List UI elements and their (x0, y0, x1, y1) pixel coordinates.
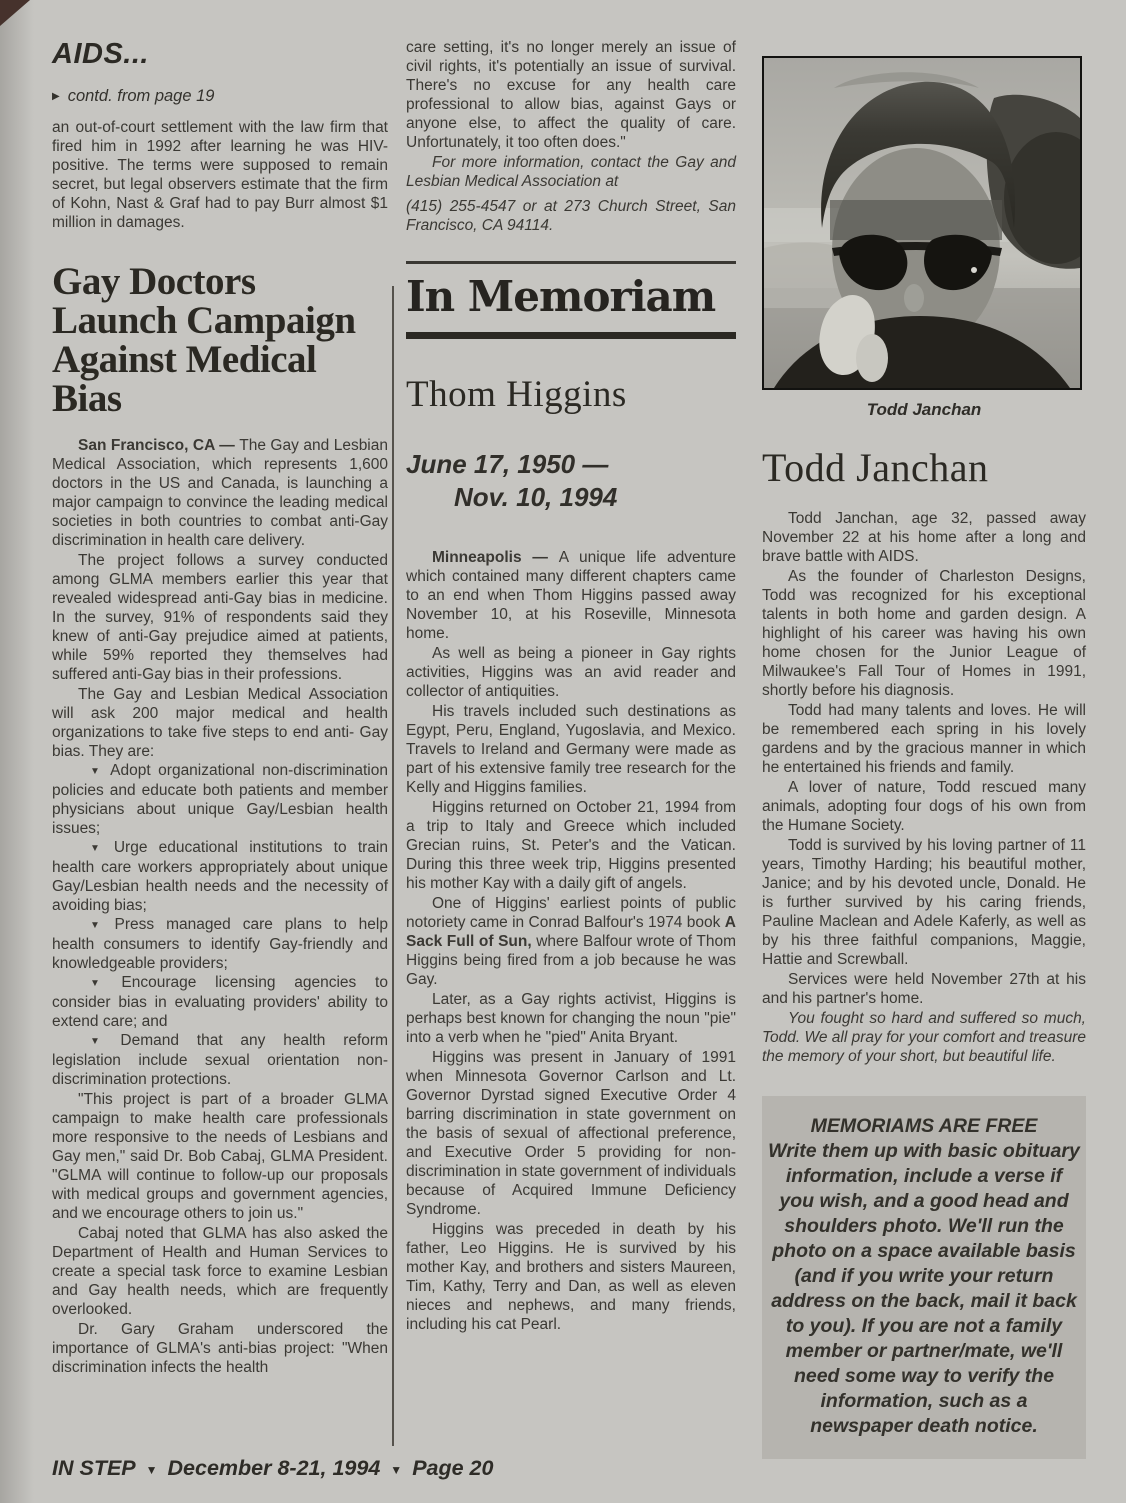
obituary-body (406, 548, 736, 1334)
triangle-right-icon: ▶ (52, 91, 60, 102)
paragraph: For more information, contact the Gay and Lesbian Medical Association at (406, 154, 736, 190)
notice-title: MEMORIAMS ARE FREE (810, 1115, 1038, 1137)
paragraph: The project follows a survey conducted among GLMA members earlier this year that revealed widespread anti-Gay bias in medicine. In the survey, 91% of respondents said they knew of anti-Gay prejudice aimed at patients, while 59% reported they themselves had suffered anti-Gay bias in their professions. (52, 552, 388, 683)
column-middle (406, 38, 736, 1459)
paragraph: His travels included such destinations as Egypt, Peru, England, Yugoslavia, and Mexico. Travels to Ireland and Germany were made as part of his extensive family tree research for the Kelly and Higgins families. (406, 703, 736, 796)
paragraph: "This project is part of a broader GLMA campaign to make health care professionals more responsive to the needs of Lesbians and Gay men," said Dr. Bob Cabaj, GLMA President. "GLMA will continue to follow-up our proposals with medical groups and government agencies, and we encourage others to join us." (52, 1091, 388, 1222)
dateline: San Francisco, CA — (78, 437, 240, 454)
in-memoriam-header (406, 261, 736, 339)
paragraph: Higgins returned on October 21, 1994 from a trip to Italy and Greece which included Grecian ruins, St. Peter's and the Vatican. During this three week trip, Higgins presented his mother Kay with a daily gift of angels. (406, 799, 736, 892)
bullet-text: Encourage licensing agencies to consider bias in evaluating providers' ability to extend care; and (52, 974, 388, 1030)
bullet-text: Adopt organizational non-discrimination policies and educate both patients and member physicians about unique Gay/Lesbian health issues; (52, 762, 388, 837)
paragraph (52, 436, 388, 550)
column-left (52, 38, 388, 1459)
bullet-item (52, 1031, 388, 1089)
triangle-down-icon: ▼ (90, 1036, 114, 1047)
triangle-down-icon: ▼ (145, 1462, 158, 1477)
bullet-item (52, 838, 388, 915)
contact-info (406, 153, 736, 235)
bullet-item (52, 761, 388, 838)
bullet-item (52, 973, 388, 1031)
paragraph: Higgins was preceded in death by his father, Leo Higgins. He is survived by his mother Kay, and brothers and sisters Maureen, Tim, Kathy, Terry and Dan, as well as eleven nieces and nephews, and many friends, including his cat Pearl. (406, 1221, 736, 1333)
todd-photo (762, 56, 1082, 390)
paragraph-text: A unique life adventure which contained many different chapters came to an end when Thom Higgins passed away November 10, at his Roseville, Minnesota home. (406, 549, 737, 642)
aids-continuation-title: AIDS... (52, 38, 149, 70)
paragraph: Todd Janchan, age 32, passed away November 22 at his home after a long and brave battle with AIDS. (762, 510, 1086, 565)
bullet-text: Demand that any health reform legislation include sexual orientation non-discrimination protections. (52, 1032, 388, 1088)
paragraph-text: where Balfour wrote of Thom Higgins being fired from a job because he was Gay. (406, 933, 736, 988)
column-divider (392, 286, 394, 1446)
triangle-down-icon: ▼ (90, 978, 115, 989)
portrait-photo-graphic (764, 58, 1080, 388)
page-footer (52, 1456, 493, 1481)
article-headline: Gay Doctors Launch Campaign Against Medical Bias (52, 260, 356, 420)
photo-caption: Todd Janchan (866, 400, 982, 419)
obituary-headline: Todd Janchan (762, 445, 989, 490)
triangle-down-icon: ▼ (90, 766, 104, 777)
obituary-dates (406, 448, 736, 514)
book-title: A Sack Full of Sun, (406, 914, 736, 950)
publication-name: IN STEP (52, 1456, 136, 1480)
paragraph-text: The Gay and Lesbian Medical Association, which represents 1,600 doctors in the US and Canada, is launching a major campaign to convince the leading medical societies in both countries to combat anti-Gay discrimination in health care delivery. (52, 437, 388, 549)
paragraph: Services were held November 27th at his and his partner's home. (762, 971, 1086, 1007)
column-right (762, 38, 1086, 1459)
paragraph (406, 548, 736, 643)
issue-date: December 8-21, 1994 (167, 1456, 381, 1480)
paragraph: (415) 255-4547 or at 273 Church Street, San Francisco, CA 94114. (406, 198, 736, 234)
paragraph: Higgins was present in January of 1991 when Minnesota Governor Carlson and Lt. Governor Dyrstad signed Executive Order 4 barring discrimination in state government on the basis of sexual of affectional preference, and Executive Order 5 providing for non-discrimination in state government of individuals because of Acquired Immune Deficiency Syndrome. (406, 1049, 736, 1218)
continued-from-note (52, 87, 388, 106)
triangle-down-icon: ▼ (90, 920, 108, 931)
bullet-item (52, 915, 388, 973)
paragraph: Dr. Gary Graham underscored the importance of GLMA's anti-bias project: "When discrimination infects the health (52, 1321, 388, 1376)
continued-from-label: contd. from page 19 (67, 87, 215, 105)
triangle-down-icon: ▼ (390, 1462, 403, 1477)
memoriams-notice-box (762, 1096, 1086, 1459)
notice-body: Write them up with basic obituary information, include a verse if you wish, and a good head and shoulders photo. We'll run the photo on a space available basis (and if you write your return address on the back, mail it back to you). If you are not a family member or partner/mate, we'll need some way to verify the information, such as a newspaper death notice. (768, 1140, 1080, 1437)
paragraph: Todd is survived by his loving partner of 11 years, Timothy Harding; his beautiful mother, Janice; and by his devoted uncle, Donald. He is further survived by his caring friends, Pauline Maclean and Adele Kaferly, as well as by his three faithful companions, Maggie, Hattie and Screwball. (762, 837, 1086, 968)
paragraph: an out-of-court settlement with the law firm that fired him in 1992 after learning he was HIV-positive. The terms were supposed to remain secret, but legal observers estimate that the firm of Kohn, Nast & Graf had to pay Burr almost $1 million in damages. (52, 119, 388, 231)
dateline: Minneapolis — (432, 549, 559, 566)
page-number: Page 20 (412, 1456, 494, 1480)
obituary-name: Thom Higgins (406, 374, 627, 415)
paragraph (406, 894, 736, 989)
dates-line1: June 17, 1950 — (406, 449, 609, 479)
bullet-text: Press managed care plans to help health consumers to identify Gay-friendly and knowledgeable providers; (52, 916, 388, 972)
paragraph: As well as being a pioneer in Gay rights activities, Higgins was an avid reader and collector of antiquities. (406, 645, 736, 700)
paragraph: The Gay and Lesbian Medical Association will ask 200 major medical and health organizations to take five steps to end anti- Gay bias. They are: (52, 686, 388, 760)
paragraph: A lover of nature, Todd rescued many animals, adopting four dogs of his own from the Humane Society. (762, 779, 1086, 834)
paragraph: Later, as a Gay rights activist, Higgins is perhaps best known for changing the noun "pie" into a verb when he "pied" Anita Bryant. (406, 991, 736, 1046)
paragraph: Todd had many talents and loves. He will be remembered each spring in his lovely gardens and by the gracious manner in which he entertained his friends and family. (762, 702, 1086, 776)
triangle-down-icon: ▼ (90, 843, 107, 854)
paragraph: You fought so hard and suffered so much, Todd. We all pray for your comfort and treasure the memory of your short, but beautiful life. (762, 1010, 1086, 1065)
paragraph: As the founder of Charleston Designs, Todd was recognized for his exceptional talents in both home and garden design. A highlight of his career was having his own home chosen for the Junior League of Milwaukee's Fall Tour of Homes in 1991, shortly before his diagnosis. (762, 568, 1086, 699)
paragraph: care setting, it's no longer merely an issue of civil rights, it's potentially an issue of survival. There's no excuse for any health care professional to allow bias, against Gays or anyone else, to affect the quality of care. Unfortunately, it too often does." (406, 39, 736, 151)
paragraph-text: One of Higgins' earliest points of public notoriety came in Conrad Balfour's 1974 book (406, 895, 736, 931)
section-title: In Memoriam (406, 272, 716, 321)
paragraph: Cabaj noted that GLMA has also asked the Department of Health and Human Services to create a special task force to examine Lesbian and Gay health needs, which are frequently overlooked. (52, 1225, 388, 1318)
dates-line2: Nov. 10, 1994 (454, 482, 618, 512)
bullet-text: Urge educational institutions to train health care workers appropriately about unique Gay/Lesbian health needs and the necessity of avoiding bias; (52, 839, 388, 914)
